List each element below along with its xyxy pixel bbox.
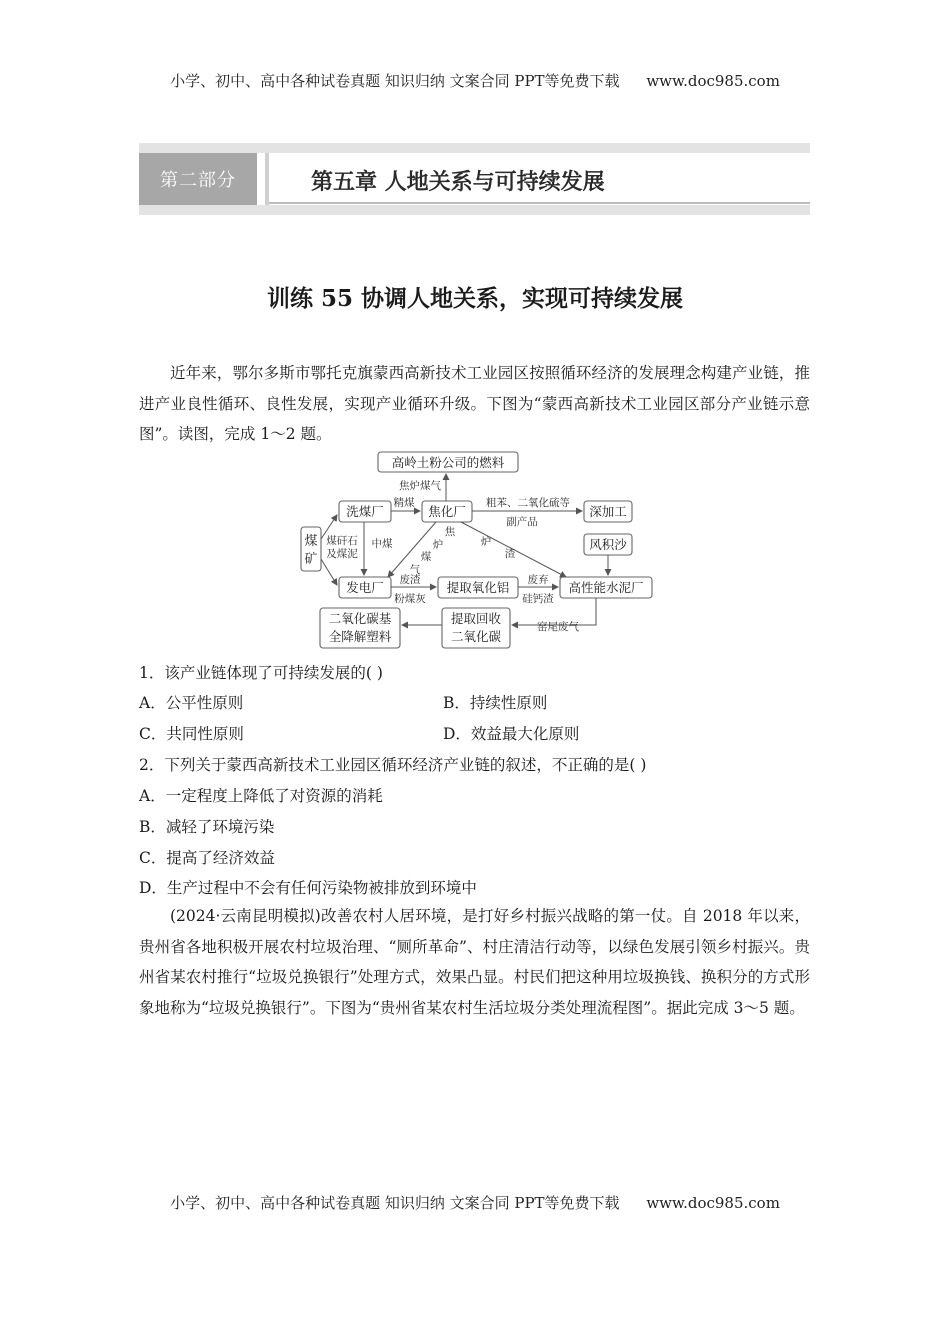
label-clean-coal: 精煤 [393, 497, 415, 509]
box-deep: 深加工 [589, 504, 627, 519]
box-alumina: 提取氧化铝 [446, 580, 510, 595]
part-label: 第二部分 [139, 153, 257, 205]
q2-option-b[interactable]: B．减轻了环境污染 [139, 818, 275, 836]
q2-stem: 2．下列关于蒙西高新技术工业园区循环经济产业链的叙述，不正确的是( ) [139, 756, 647, 774]
line-segment: 全降解塑料 [328, 629, 392, 644]
q1-option-a[interactable]: A．公平性原则 [139, 694, 244, 712]
footer-watermark [0, 1192, 950, 1213]
lesson-title: 训练 55 协调人地关系，实现可持续发展 [266, 285, 684, 312]
q1-option-c[interactable]: C．共同性原则 [139, 725, 244, 743]
label-gangue-1: 煤矸石 [326, 535, 358, 547]
box-wash: 洗煤厂 [346, 504, 384, 519]
label-discard: 废弃 [527, 574, 549, 586]
intro-paragraph-1: 近年来，鄂尔多斯市鄂托克旗蒙西高新技术工业园区按照循环经济的发展理念构建产业链，推进产业良性循环、良性发展，实现产业循环升级。下图为“蒙西高新技术工业园区部分产业链示意图”。读图，完成 1～2 题。 [139, 364, 810, 443]
label-char: 渣 [504, 548, 516, 560]
box-cement: 高性能水泥厂 [568, 580, 644, 595]
chapter-title: 第五章 人地关系与可持续发展 [311, 169, 605, 195]
label-byproducts-2: 副产品 [506, 516, 538, 528]
q1-stem: 1．该产业链体现了可持续发展的( ) [139, 664, 383, 682]
q1-option-d[interactable]: D．效益最大化原则 [443, 725, 580, 743]
header-watermark [0, 70, 950, 91]
line-segment: 提取回收 [450, 611, 502, 626]
line-segment: 二氧化碳 [450, 629, 502, 644]
box-plastic [329, 611, 392, 644]
q2-option-c[interactable]: C．提高了经济效益 [139, 849, 275, 867]
label-coke-gas-vertical [410, 525, 456, 576]
box-coking: 焦化厂 [428, 504, 466, 519]
box-sand: 风积沙 [589, 537, 627, 552]
label-char: 炉 [432, 539, 444, 551]
label-char: 炉 [480, 536, 492, 548]
label-char: 煤 [420, 551, 432, 563]
box-coal [304, 533, 317, 567]
label-byproducts-1: 粗苯、二氧化硫等 [486, 497, 570, 509]
q1-option-b[interactable]: B．持续性原则 [443, 694, 548, 712]
label-kiln-gas: 窑尾废气 [537, 621, 579, 633]
char-glyph: 煤 [304, 534, 318, 549]
label-gangue-2: 及煤泥 [326, 548, 358, 560]
label-coke-gas: 焦炉煤气 [399, 480, 441, 492]
intro-paragraph-2: (2024·云南昆明模拟)改善农村人居环境，是打好乡村振兴战略的第一仗。自 2018 年以来，贵州省各地积极开展农村垃圾治理、“厕所革命”、村庄清洁行动等，以绿色发展引领乡村振兴。贵州省某农村推行“垃圾兑换银行”处理方式，效果凸显。村民们把这种用垃圾换钱、换积分的方式形象地称为“垃圾兑换银行”。下图为“贵州省某农村生活垃圾分类处理流程图”。据此完成 3～5 题。 [139, 907, 810, 1017]
char-glyph: 矿 [304, 552, 318, 567]
label-silica-slag: 硅钙渣 [522, 593, 554, 605]
footer-site-link[interactable]: www.doc985.com [646, 1194, 780, 1212]
line-segment: 二氧化碳基 [328, 611, 392, 626]
label-char: 焦 [444, 526, 456, 538]
box-co2 [451, 611, 502, 644]
label-fly-ash: 粉煤灰 [394, 593, 426, 605]
footer-watermark-text: 小学、初中、高中各种试卷真题 知识归纳 文案合同 PPT等免费下载 [170, 1194, 620, 1212]
chapter-banner [139, 143, 810, 215]
box-top: 高岭土粉公司的燃料 [391, 455, 505, 470]
header-site-link[interactable]: www.doc985.com [646, 72, 780, 90]
header-watermark-text: 小学、初中、高中各种试卷真题 知识归纳 文案合同 PPT等免费下载 [170, 72, 620, 90]
q2-option-a[interactable]: A．一定程度上降低了对资源的消耗 [139, 787, 383, 805]
label-slag-vertical [481, 535, 516, 560]
q2-option-d[interactable]: D．生产过程中不会有任何污染物被排放到环境中 [139, 879, 477, 897]
label-middling: 中煤 [371, 538, 393, 550]
label-char: 气 [409, 564, 421, 576]
industrial-chain-diagram [296, 449, 666, 651]
label-waste-slag: 废渣 [399, 574, 421, 586]
box-power: 发电厂 [346, 580, 384, 595]
